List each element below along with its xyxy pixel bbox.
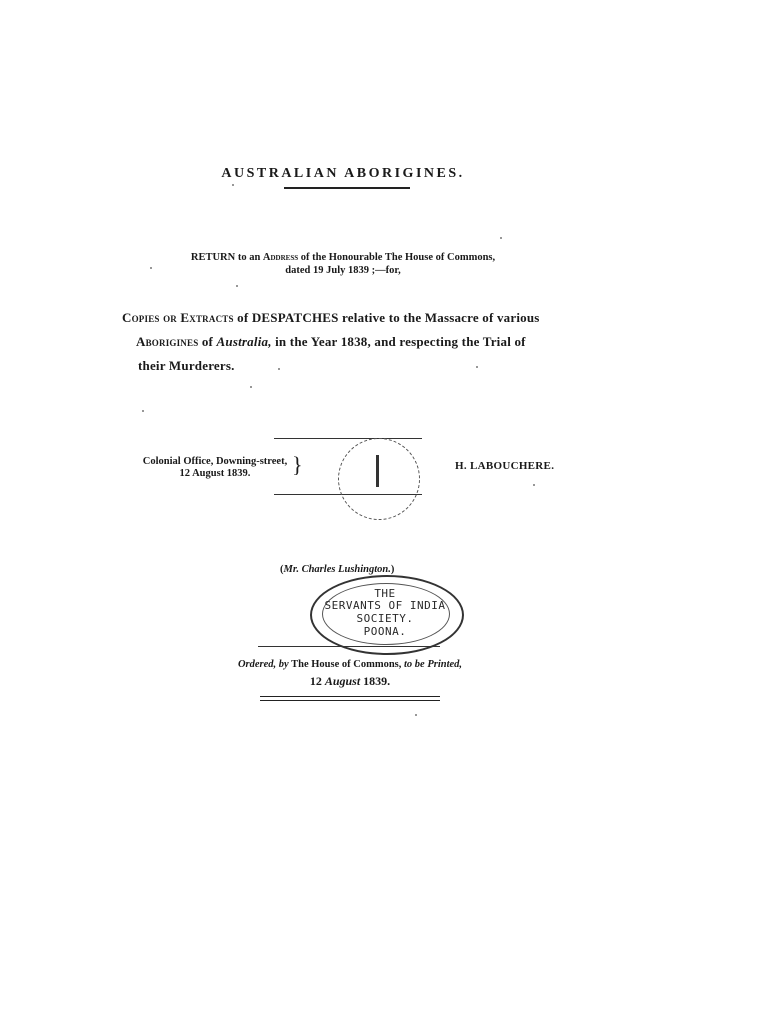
- copies-line-2-rest: in the Year 1838, and respecting the Trial of: [275, 334, 526, 349]
- scan-speck: [150, 267, 152, 269]
- seal-mark-icon: [376, 455, 379, 487]
- order-date-month: August: [324, 674, 361, 688]
- scan-speck: [250, 386, 252, 388]
- copies-line-2: [122, 330, 574, 354]
- scan-speck: [278, 368, 280, 370]
- signer-name: H. LABOUCHERE.: [455, 460, 555, 472]
- copies-word: Copies: [122, 310, 160, 325]
- scan-speck: [415, 714, 417, 716]
- document-title: AUSTRALIAN ABORIGINES.: [221, 166, 465, 181]
- close-paren: ): [390, 564, 395, 575]
- return-prefix: RETURN to an: [190, 252, 261, 263]
- office-block: [130, 456, 300, 480]
- scan-speck: [232, 184, 234, 186]
- office-date: 12 August 1839.: [179, 468, 251, 479]
- to-be-printed: to be Printed,: [404, 659, 463, 670]
- scan-speck: [476, 366, 478, 368]
- scan-speck: [533, 484, 535, 486]
- of-word: of: [201, 334, 214, 349]
- copies-line-3: their Murderers.: [138, 358, 235, 373]
- order-date: [200, 674, 500, 689]
- order-date-day: 12: [309, 674, 322, 688]
- member-name-text: Mr. Charles Lushington.: [283, 564, 391, 575]
- copies-paragraph: [122, 306, 574, 378]
- ordered-line: [200, 658, 500, 671]
- return-dated: dated 19 July 1839 ;—for,: [285, 265, 401, 276]
- brace-glyph: }: [292, 452, 303, 477]
- copies-line-1: [122, 306, 574, 330]
- aborigines-word: Aborigines: [136, 334, 199, 349]
- return-address: Address: [262, 252, 299, 263]
- scan-speck: [500, 237, 502, 239]
- seal-rule-top: [274, 438, 422, 439]
- ordered-by: Ordered, by: [237, 659, 289, 670]
- house-of-commons: The House of Commons,: [291, 659, 402, 670]
- order-date-year: 1839.: [363, 674, 391, 688]
- scan-speck: [236, 285, 238, 287]
- return-rest: of the Honourable The House of Commons,: [300, 252, 496, 263]
- member-name: [280, 564, 394, 575]
- open-paren: (: [280, 564, 284, 575]
- stamp-line-4: POONA.: [363, 625, 407, 638]
- stamp-line-2: SERVANTS OF INDIA: [324, 599, 446, 612]
- australia-word: Australia,: [216, 334, 272, 349]
- scan-speck: [142, 410, 144, 412]
- or-extracts-word: or Extracts: [163, 310, 234, 325]
- copies-line-1-rest: of DESPATCHES relative to the Massacre of various: [237, 310, 540, 325]
- stamp-line-1: THE: [374, 587, 396, 600]
- title-rule: [284, 187, 410, 189]
- return-heading: [120, 251, 566, 277]
- order-rule: [258, 646, 440, 647]
- office-address: Colonial Office, Downing-street,: [142, 456, 288, 467]
- seal-icon: [338, 438, 420, 520]
- stamp-line-3: SOCIETY.: [356, 612, 414, 625]
- bottom-double-rule: [260, 696, 440, 701]
